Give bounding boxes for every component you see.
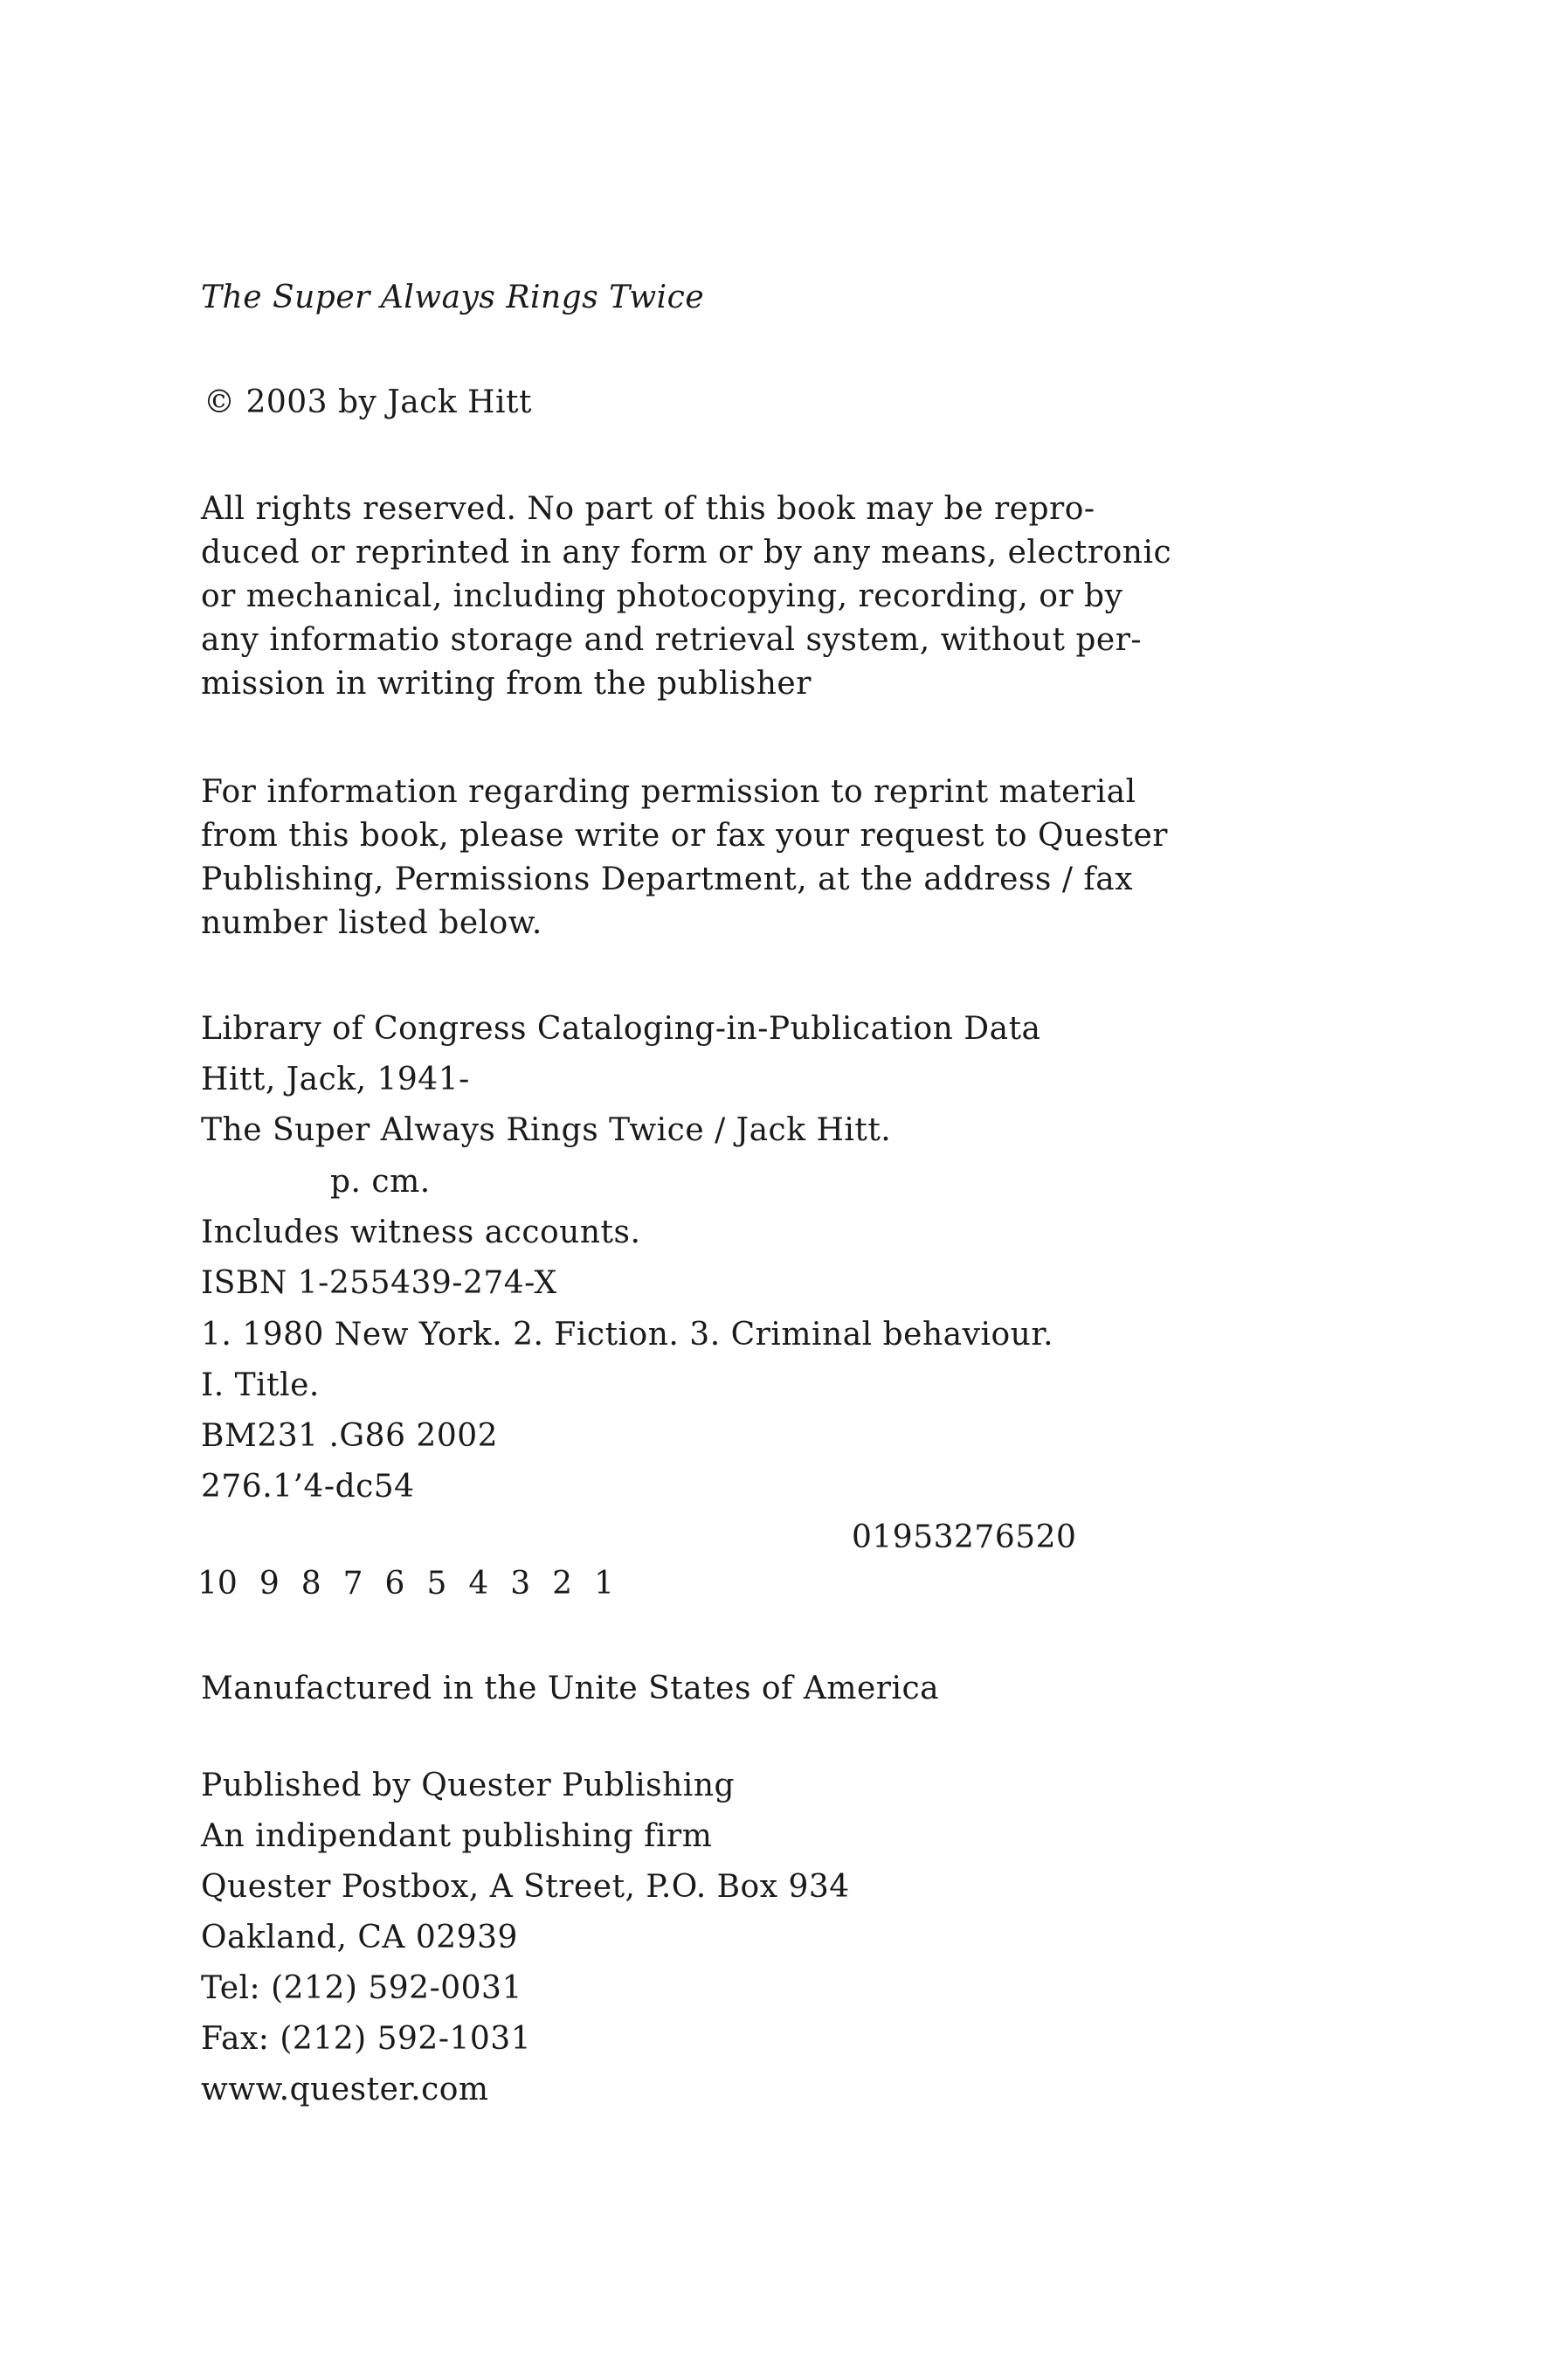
rights-line: mission in writing from the publisher bbox=[201, 666, 812, 702]
printing-line bbox=[197, 1562, 636, 1606]
copyright-notice: © 2003 by Jack Hitt bbox=[204, 384, 532, 420]
cip-serial: 01953276520 bbox=[852, 1519, 1077, 1555]
printing-number: 6 bbox=[384, 1566, 405, 1602]
cip-author: Hitt, Jack, 1941- bbox=[201, 1062, 470, 1097]
cip-heading: Library of Congress Cataloging-in-Publication Data bbox=[201, 1011, 1041, 1047]
printing-number: 1 bbox=[594, 1566, 614, 1602]
cip-dewey: 276.1’4-dc54 bbox=[201, 1469, 415, 1505]
publisher-fax: Fax: (212) 592-1031 bbox=[201, 2021, 532, 2057]
publisher-name: Published by Quester Publishing bbox=[201, 1768, 736, 1803]
cip-pages: p. cm. bbox=[330, 1164, 431, 1200]
printing-number: 4 bbox=[468, 1566, 489, 1602]
cip-title: The Super Always Rings Twice / Jack Hitt. bbox=[201, 1112, 892, 1148]
printing-number: 5 bbox=[426, 1566, 447, 1602]
book-title: The Super Always Rings Twice bbox=[201, 280, 705, 315]
permission-line: Publishing, Permissions Department, at the address / fax bbox=[201, 862, 1134, 897]
cip-call-number: BM231 .G86 2002 bbox=[201, 1418, 499, 1454]
publisher-tagline: An indipendant publishing firm bbox=[201, 1818, 713, 1854]
manufactured-notice: Manufactured in the Unite States of America bbox=[201, 1671, 940, 1706]
printing-number: 8 bbox=[300, 1566, 321, 1602]
publisher-website: www.quester.com bbox=[201, 2072, 489, 2107]
publisher-city: Oakland, CA 02939 bbox=[201, 1920, 518, 1955]
cip-includes: Includes witness accounts. bbox=[201, 1215, 641, 1250]
rights-line: All rights reserved. No part of this book may be repro- bbox=[201, 491, 1095, 527]
permission-line: from this book, please write or fax your request to Quester bbox=[201, 818, 1168, 854]
publisher-tel: Tel: (212) 592-0031 bbox=[201, 1970, 522, 2006]
printing-number: 2 bbox=[552, 1566, 573, 1602]
printing-number: 3 bbox=[510, 1566, 531, 1602]
publisher-address: Quester Postbox, A Street, P.O. Box 934 bbox=[201, 1869, 850, 1905]
permission-line: number listed below. bbox=[201, 905, 542, 941]
cip-isbn: ISBN 1-255439-274-X bbox=[201, 1265, 557, 1301]
permission-line: For information regarding permission to reprint material bbox=[201, 774, 1136, 810]
printing-number: 7 bbox=[342, 1566, 363, 1602]
rights-line: any informatio storage and retrieval system, without per- bbox=[201, 622, 1143, 658]
cip-title-entry: I. Title. bbox=[201, 1367, 320, 1403]
rights-line: or mechanical, including photocopying, recording, or by bbox=[201, 578, 1123, 614]
cip-subjects: 1. 1980 New York. 2. Fiction. 3. Criminal behaviour. bbox=[201, 1317, 1054, 1353]
printing-number: 10 bbox=[197, 1566, 238, 1602]
rights-line: duced or reprinted in any form or by any means, electronic bbox=[201, 535, 1172, 571]
printing-number: 9 bbox=[259, 1566, 280, 1602]
